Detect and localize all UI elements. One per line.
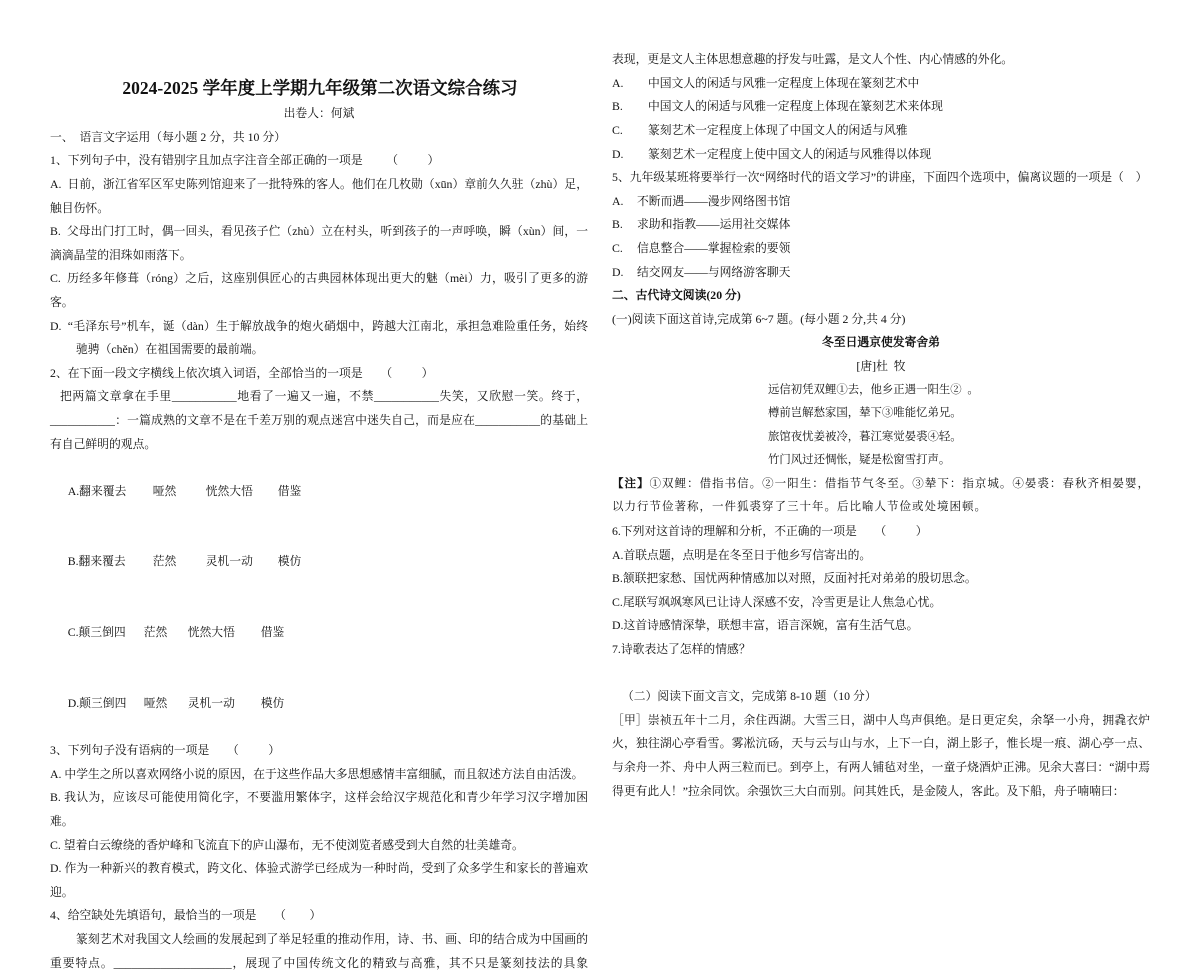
option-b xyxy=(612,95,1150,119)
option-d: D. 作为一种新兴的教育模式，跨文化、体验式游学已经成为一种时尚，受到了众多学生和家长的普遍欢迎。 xyxy=(50,861,588,899)
option-text: 篆刻艺术一定程度上体现了中国文人的闲适与风雅 xyxy=(648,122,908,137)
question-3 xyxy=(50,739,588,904)
option-word: 哑然 xyxy=(143,696,168,711)
option-d xyxy=(50,668,588,739)
option-c xyxy=(50,598,588,669)
option-b xyxy=(612,213,1150,237)
option-label: B. xyxy=(612,99,623,114)
question-1 xyxy=(50,149,588,361)
poem-annotation xyxy=(612,473,1150,520)
option-label: A. xyxy=(612,75,624,90)
question-7-stem: 7.诗歌表达了怎样的情感？ xyxy=(612,642,751,657)
subsection-instruction: （二）阅读下面文言文，完成第 8-10 题（10 分） xyxy=(622,689,877,704)
option-text: 中国文人的闲适与风雅一定程度上体现在篆刻艺术来体现 xyxy=(648,99,943,114)
question-4 xyxy=(50,904,588,975)
question-stem: 3、下列句子没有语病的一项是 （ ） xyxy=(50,743,281,758)
question-stem: 2、在下面一段文字横线上依次填入词语，全部恰当的一项是 （ ） xyxy=(50,365,434,380)
right-column xyxy=(612,48,1150,803)
question-passage-continued: 表现，更是文人主体思想意趣的抒发与吐露，是文人个性、内心情感的外化。 xyxy=(612,52,1014,67)
option-b: B. 我认为，应该尽可能使用简化字，不要滥用繁体字，这样会给汉字规范化和青少年学习汉字增加困难。 xyxy=(50,790,588,828)
option-b: B. 父母出门打工时，偶一回头，看见孩子伫（zhù）立在村头，听到孩子的一声呼唤，瞬（xùn）间，一滴滴晶莹的泪珠如雨落下。 xyxy=(50,224,588,262)
option-c: C. 历经多年修葺（róng）之后，这座别俱匠心的古典园林体现出更大的魅（mèi）力，吸引了更多的游客。 xyxy=(50,271,588,309)
poem-line: 竹门风过还惆怅，疑是松窗雪打声。 xyxy=(768,454,951,467)
option-text: 信息整合——掌握检索的要领 xyxy=(637,240,791,255)
option-text: 篆刻艺术一定程度上使中国文人的闲适与风雅得以体现 xyxy=(648,146,932,161)
option-a xyxy=(50,456,588,527)
option-word: 茫然 xyxy=(152,554,177,569)
option-a: A. 日前，浙江省军区军史陈列馆迎来了一批特殊的客人。他们在几枚勋（xūn）章前久久驻（zhù）足，触目伤怀。 xyxy=(50,176,588,215)
option-label: D. xyxy=(612,264,624,279)
option-word: 借鉴 xyxy=(260,625,285,640)
option-word: 模仿 xyxy=(260,696,285,711)
answer-space xyxy=(612,662,1150,686)
option-text: 不断而遇——漫步网络图书馆 xyxy=(637,193,791,208)
question-5 xyxy=(612,166,1150,284)
option-d xyxy=(612,261,1150,285)
exam-author: 出卷人：何斌 xyxy=(283,106,355,121)
question-passage: 把两篇文章拿在手里___________地看了一遍又一遍，不禁___________失笑，又欣慰一笑。终于，___________：一篇成熟的文章不是在千差万别的观点迷宫中迷失自己，而是应在___________的基础上有自己鲜明的观点。 xyxy=(50,389,588,451)
poem-author: [唐]杜 牧 xyxy=(856,358,906,373)
option-b xyxy=(50,527,588,598)
option-text: 中国文人的闲适与风雅一定程度上体现在篆刻艺术中 xyxy=(648,75,920,90)
option-word: 借鉴 xyxy=(277,483,302,498)
poem-line: 旅馆夜忧姜被冷，暮江寒觉晏裘④轻。 xyxy=(768,430,962,443)
option-a: A.首联点题，点明是在冬至日于他乡写信寄出的。 xyxy=(612,547,872,562)
section-heading-classical-reading: 二、古代诗文阅读(20 分) xyxy=(612,288,741,303)
subsection-poem xyxy=(612,308,1150,686)
subsection-instruction: (一)阅读下面这首诗,完成第 6~7 题。(每小题 2 分,共 4 分) xyxy=(612,311,906,326)
question-passage: 篆刻艺术对我国文人绘画的发展起到了举足轻重的推动作用，诗、书、画、印的结合成为中国画的重要特点。____________________，展现了中国传统文化的精致与高雅，其不只是篆刻技法的具象 xyxy=(50,931,588,970)
question-4-continued xyxy=(612,48,1150,166)
option-label: D. xyxy=(612,146,624,161)
option-word: 灵机一动 xyxy=(205,554,253,569)
question-stem: 4、给空缺处先填语句，最恰当的一项是 （ ） xyxy=(50,908,322,923)
option-c xyxy=(612,119,1150,143)
question-2 xyxy=(50,362,588,740)
question-6 xyxy=(612,520,1150,638)
option-c: C. 望着白云缭绕的香炉峰和飞流直下的庐山瀑布，无不使浏览者感受到大自然的壮美雄奇。 xyxy=(50,837,524,852)
section-heading-language-use: 一、 语言文字运用（每小题 2 分，共 10 分） xyxy=(50,129,286,144)
exam-title: 2024-2025 学年度上学期九年级第二次语文综合练习 xyxy=(122,78,518,98)
option-d xyxy=(612,143,1150,167)
annotation-label: 【注】 xyxy=(612,477,650,490)
option-word: 恍然大悟 xyxy=(205,483,253,498)
option-a xyxy=(612,190,1150,214)
option-label: C. xyxy=(612,240,623,255)
option-d: D.这首诗感情深挚，联想丰富，语言深婉，富有生活气息。 xyxy=(612,618,919,633)
question-stem: 1、下列句子中，没有错别字且加点字注音全部正确的一项是 （ ） xyxy=(50,153,440,168)
option-a: A. 中学生之所以喜欢网络小说的原因，在于这些作品大多思想感情丰富细腻，而且叙述方法自由活泼。 xyxy=(50,766,584,781)
classical-passage-jia: ［甲］崇祯五年十二月，余住西湖。大雪三日，湖中人鸟声俱绝。是日更定矣，余拏一小舟，拥毳衣炉火，独往湖心亭看雪。雾凇沆砀，天与云与山与水，上下一白，湖上影子，惟长堤一痕、湖心亭一点、与余舟一芥、舟中人两三粒而已。到亭上，有两人铺毡对坐，一童子烧酒炉正沸。见余大喜曰：“湖中焉得更有此人！”拉余同饮。余强饮三大白而别。问其姓氏，是金陵人，客此。及下船，舟子喃喃曰： xyxy=(612,712,1150,798)
option-d: D. “毛泽东号”机车，诞（dàn）生于解放战争的炮火硝烟中，跨越大江南北，承担急难险重任务，始终驰骋（chěn）在祖国需要的最前端。 xyxy=(50,318,588,357)
option-word: 茫然 xyxy=(143,625,168,640)
option-a xyxy=(612,72,1150,96)
option-word: B.翻来覆去 xyxy=(67,554,126,569)
option-word: D.颠三倒四 xyxy=(67,696,127,711)
option-b: B.颔联把家愁、国忧两种情感加以对照，反面衬托对弟弟的殷切思念。 xyxy=(612,571,977,586)
option-word: 模仿 xyxy=(277,554,302,569)
poem-line: 远信初凭双鲤①去，他乡正遇一阳生② 。 xyxy=(768,383,979,396)
option-label: B. xyxy=(612,217,623,232)
option-text: 结交网友——与网络游客聊天 xyxy=(637,264,791,279)
option-word: A.翻来覆去 xyxy=(67,483,127,498)
option-word: 哑然 xyxy=(152,483,177,498)
option-c: C.尾联写飒飒寒风已让诗人深感不安，冷雪更是让人焦急心忧。 xyxy=(612,594,942,609)
option-label: A. xyxy=(612,193,624,208)
option-word: C.颠三倒四 xyxy=(67,625,126,640)
poem-line: 樽前岂解愁家国，辇下③唯能忆弟兄。 xyxy=(768,407,962,420)
left-column xyxy=(50,102,588,975)
option-c xyxy=(612,237,1150,261)
poem-title: 冬至日遇京使发寄舍弟 xyxy=(822,335,940,350)
question-stem: 6.下列对这首诗的理解和分析，不正确的一项是 （ ） xyxy=(612,524,928,539)
annotation-text: ①双鲤：借指书信。②一阳生：借指节气冬至。③辇下：指京城。④晏裘：春秋齐相晏婴，以力行节俭著称，一件狐裘穿了三十年。后比喻人节俭或处境困顿。 xyxy=(612,477,1151,514)
option-text: 求助和指教——运用社交媒体 xyxy=(637,217,791,232)
option-label: C. xyxy=(612,122,623,137)
option-word: 恍然大悟 xyxy=(187,625,235,640)
question-stem: 5、九年级某班将要举行一次“网络时代的语文学习”的讲座，下面四个选项中，偏离议题的一项是（ ） xyxy=(612,170,1148,185)
subsection-classical-prose xyxy=(612,685,1150,803)
option-word: 灵机一动 xyxy=(187,696,235,711)
